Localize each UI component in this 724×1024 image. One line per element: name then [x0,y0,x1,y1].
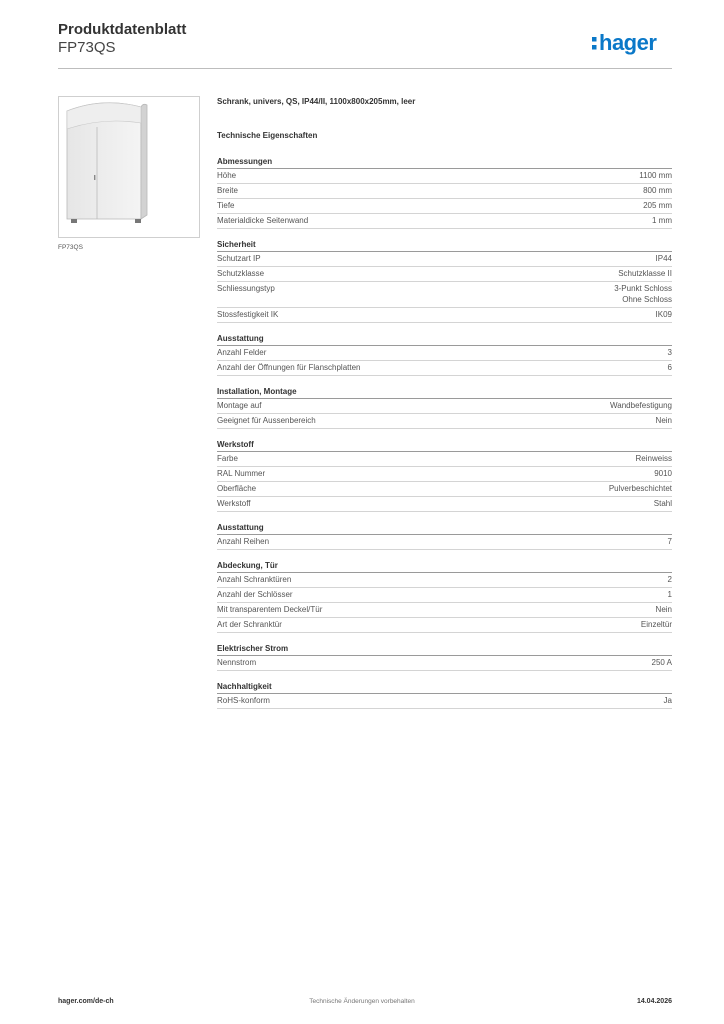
spec-value-line: Stahl [653,499,672,508]
spec-label: Stossfestigkeit IK [217,310,279,319]
spec-row [217,497,672,512]
spec-row [217,346,672,361]
section-title: Elektrischer Strom [217,643,672,656]
spec-value-line: 2 [667,575,672,584]
spec-value-line: Ja [663,696,672,705]
footer-website: hager.com/de-ch [58,998,114,1005]
spec-value [618,268,672,279]
spec-row [217,603,672,618]
spec-value [641,619,672,630]
spec-row [217,399,672,414]
spec-value [636,453,672,464]
section-title: Nachhaltigkeit [217,681,672,694]
spec-row [217,267,672,282]
spec-label: Werkstoff [217,499,251,508]
spec-row [217,588,672,603]
spec-label: Höhe [217,171,237,180]
spec-value [664,695,672,706]
spec-row [217,252,672,267]
spec-row [217,618,672,633]
spec-value [668,574,672,585]
spec-label: Anzahl Schranktüren [217,575,292,584]
spec-value-line: 250 A [651,658,672,667]
section-title: Abmessungen [217,156,672,169]
spec-value-line: IP44 [655,254,672,263]
spec-value [668,362,672,373]
spec-row [217,535,672,550]
spec-row [217,361,672,376]
spec-value [668,589,672,600]
spec-section [217,239,672,323]
spec-label: Anzahl Felder [217,348,267,357]
spec-value [643,200,672,211]
footer-date: 14.04.2026 [636,998,672,1005]
spec-label: Anzahl der Schlösser [217,590,293,599]
spec-value [656,309,672,320]
spec-value-line: Nein [655,605,672,614]
spec-label: Materialdicke Seitenwand [217,216,309,225]
spec-label: Breite [217,186,238,195]
spec-value [652,657,672,668]
spec-value-line: 800 mm [643,186,672,195]
section-title: Werkstoff [217,439,672,452]
spec-value [652,215,672,226]
spec-label: Art der Schranktür [217,620,282,629]
spec-value [609,483,672,494]
spec-section [217,439,672,512]
spec-section [217,156,672,229]
section-title: Ausstattung [217,333,672,346]
cabinet-illustration [59,97,199,237]
spec-section [217,522,672,550]
spec-row [217,214,672,229]
spec-label: Anzahl Reihen [217,537,270,546]
spec-label: Montage auf [217,401,262,410]
spec-value-line: 6 [667,363,672,372]
spec-value [614,283,672,305]
spec-value-line: Nein [655,416,672,425]
spec-row [217,656,672,671]
spec-value-line: IK09 [655,310,672,319]
spec-value-line: Einzeltür [640,620,672,629]
spec-label: Mit transparentem Deckel/Tür [217,605,323,614]
spec-section [217,560,672,633]
spec-value [656,253,672,264]
spec-value-line: Schutzklasse II [618,269,672,278]
spec-value [639,170,672,181]
spec-section [217,643,672,671]
spec-value [643,185,672,196]
spec-label: Anzahl der Öffnungen für Flanschplatten [217,363,361,372]
spec-section [217,681,672,709]
spec-value [656,415,672,426]
page-title: Produktdatenblatt [58,21,187,38]
spec-value [656,604,672,615]
spec-value [654,498,672,509]
logo-text: hager [599,30,657,55]
spec-value-line: 1 mm [652,216,672,225]
spec-row [217,308,672,323]
spec-label: Nennstrom [217,658,257,667]
spec-label: RoHS-konform [217,696,270,705]
spec-label: Schutzklasse [217,269,265,278]
header-divider [58,68,672,69]
spec-value-line: 205 mm [643,201,672,210]
spec-value-line: 3-Punkt Schloss [614,284,672,293]
spec-label: Schutzart IP [217,254,261,263]
spec-row [217,573,672,588]
spec-row [217,482,672,497]
spec-value [610,400,672,411]
spec-value-line: 9010 [654,469,672,478]
spec-value-line: Reinweiss [635,454,672,463]
spec-label: Schliessungstyp [217,284,275,293]
spec-value-line: 7 [667,537,672,546]
spec-row [217,169,672,184]
spec-label: RAL Nummer [217,469,266,478]
spec-value-line: 1 [667,590,672,599]
hager-logo [592,27,672,57]
spec-value [668,347,672,358]
section-title: Ausstattung [217,522,672,535]
spec-section [217,333,672,376]
spec-label: Tiefe [217,201,235,210]
spec-row [217,467,672,482]
spec-value [668,536,672,547]
spec-label: Farbe [217,454,238,463]
spec-value-line: Pulverbeschichtet [608,484,672,493]
spec-value-line: 3 [667,348,672,357]
spec-value-line: Wandbefestigung [610,401,672,410]
spec-row [217,694,672,709]
section-title: Installation, Montage [217,386,672,399]
spec-value-line: Ohne Schloss [622,295,672,304]
spec-section [217,386,672,429]
spec-value-line: 1100 mm [639,171,672,180]
spec-table [217,156,672,719]
spec-row [217,199,672,214]
product-image [58,96,200,238]
section-title: Abdeckung, Tür [217,560,672,573]
tech-properties-heading: Technische Eigenschaften [217,131,318,140]
spec-row [217,282,672,308]
spec-row [217,452,672,467]
spec-row [217,184,672,199]
image-caption: FP73QS [58,244,83,251]
spec-row [217,414,672,429]
product-code: FP73QS [58,39,116,56]
spec-label: Oberfläche [217,484,257,493]
spec-label: Geeignet für Aussenbereich [217,416,316,425]
product-description: Schrank, univers, QS, IP44/II, 1100x800x205mm, leer [217,97,416,106]
footer-notice: Technische Änderungen vorbehalten [309,998,415,1005]
spec-value [654,468,672,479]
section-title: Sicherheit [217,239,672,252]
